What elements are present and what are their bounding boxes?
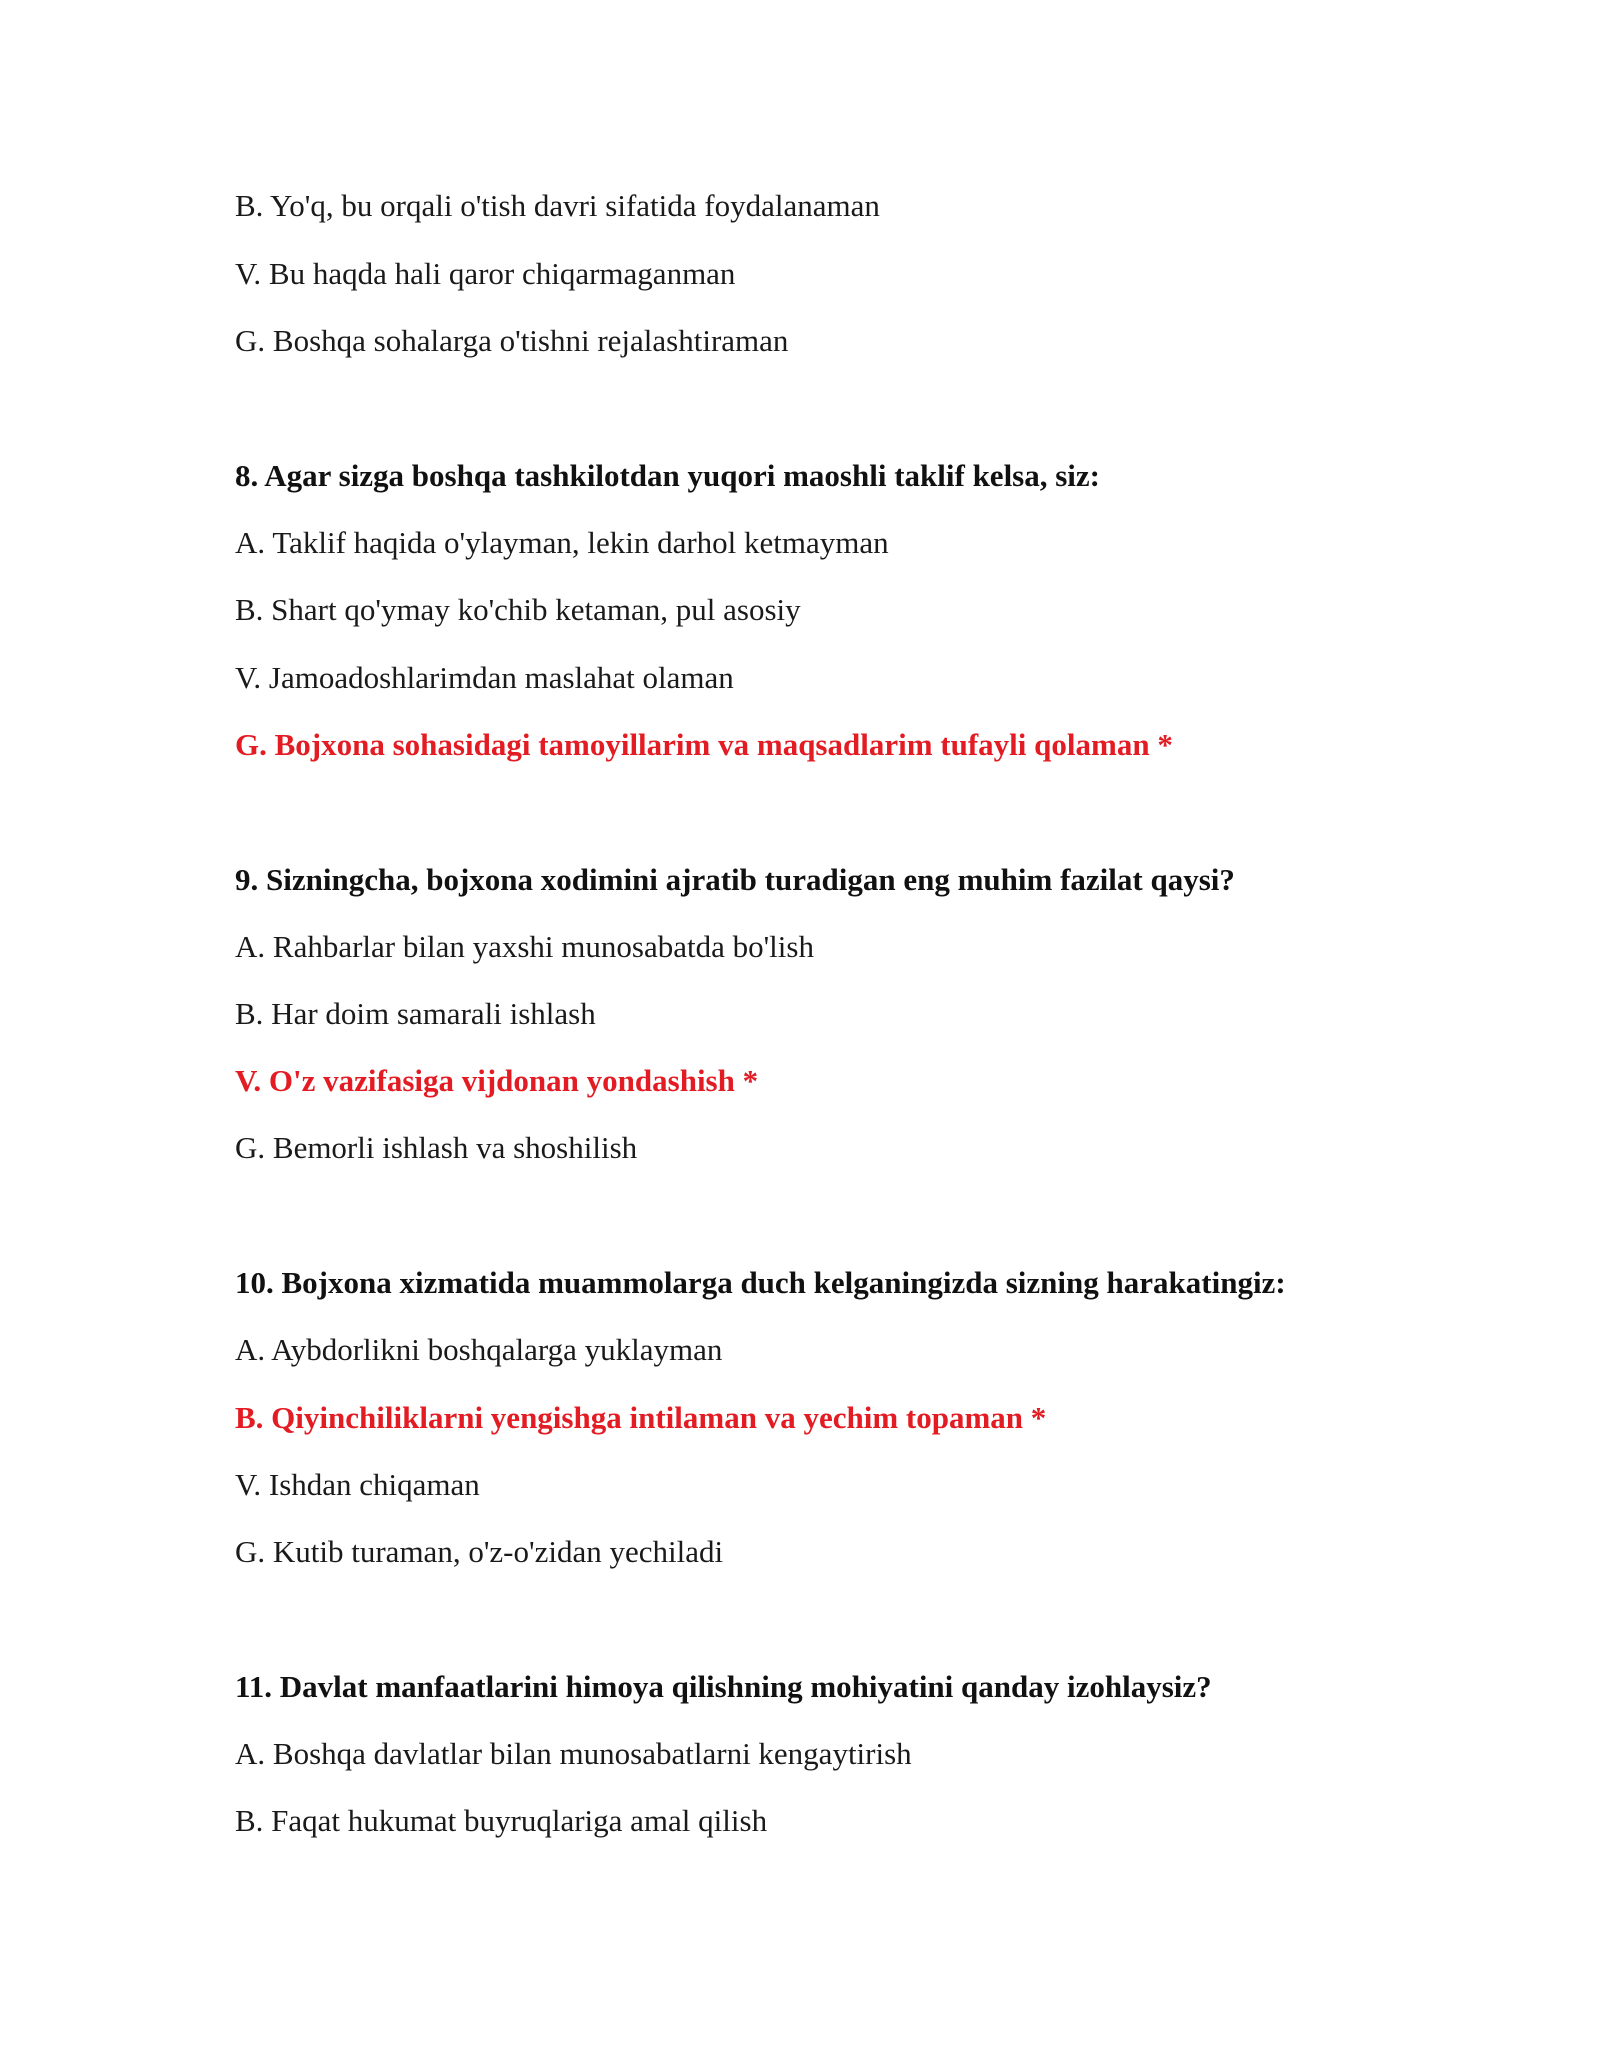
q9-option-a: A. Rahbarlar bilan yaxshi munosabatda bo'lish <box>235 929 814 964</box>
question-8: 8. Agar sizga boshqa tashkilotdan yuqori maoshli taklif kelsa, siz: <box>235 458 1101 493</box>
question-10: 10. Bojxona xizmatida muammolarga duch kelganingizda sizning harakatingiz: <box>235 1265 1286 1300</box>
q10-option-g: G. Kutib turaman, o'z-o'zidan yechiladi <box>235 1534 724 1569</box>
question-11: 11. Davlat manfaatlarini himoya qilishning mohiyatini qanday izohlaysiz? <box>235 1669 1212 1704</box>
q9-option-v-correct: V. O'z vazifasiga vijdonan yondashish * <box>235 1063 759 1098</box>
q11-option-b: B. Faqat hukumat buyruqlariga amal qilish <box>235 1803 768 1838</box>
q8-option-v: V. Jamoadoshlarimdan maslahat olaman <box>235 660 734 695</box>
q10-option-a: A. Aybdorlikni boshqalarga yuklayman <box>235 1332 723 1367</box>
q9-option-g: G. Bemorli ishlash va shoshilish <box>235 1130 638 1165</box>
option-g-prev: G. Boshqa sohalarga o'tishni rejalashtiraman <box>235 323 789 358</box>
q10-option-v: V. Ishdan chiqaman <box>235 1467 480 1502</box>
q9-option-b: B. Har doim samarali ishlash <box>235 996 596 1031</box>
q10-option-b-correct: B. Qiyinchiliklarni yengishga intilaman va yechim topaman * <box>235 1400 1047 1435</box>
q8-option-a: A. Taklif haqida o'ylayman, lekin darhol ketmayman <box>235 525 889 560</box>
q8-option-g-correct: G. Bojxona sohasidagi tamoyillarim va maqsadlarim tufayli qolaman * <box>235 727 1173 762</box>
option-b-prev: B. Yo'q, bu orqali o'tish davri sifatida foydalanaman <box>235 188 880 223</box>
q11-option-a: A. Boshqa davlatlar bilan munosabatlarni kengaytirish <box>235 1736 912 1771</box>
question-9: 9. Sizningcha, bojxona xodimini ajratib turadigan eng muhim fazilat qaysi? <box>235 862 1235 897</box>
q8-option-b: B. Shart qo'ymay ko'chib ketaman, pul asosiy <box>235 592 801 627</box>
option-v-prev: V. Bu haqda hali qaror chiqarmaganman <box>235 256 736 291</box>
